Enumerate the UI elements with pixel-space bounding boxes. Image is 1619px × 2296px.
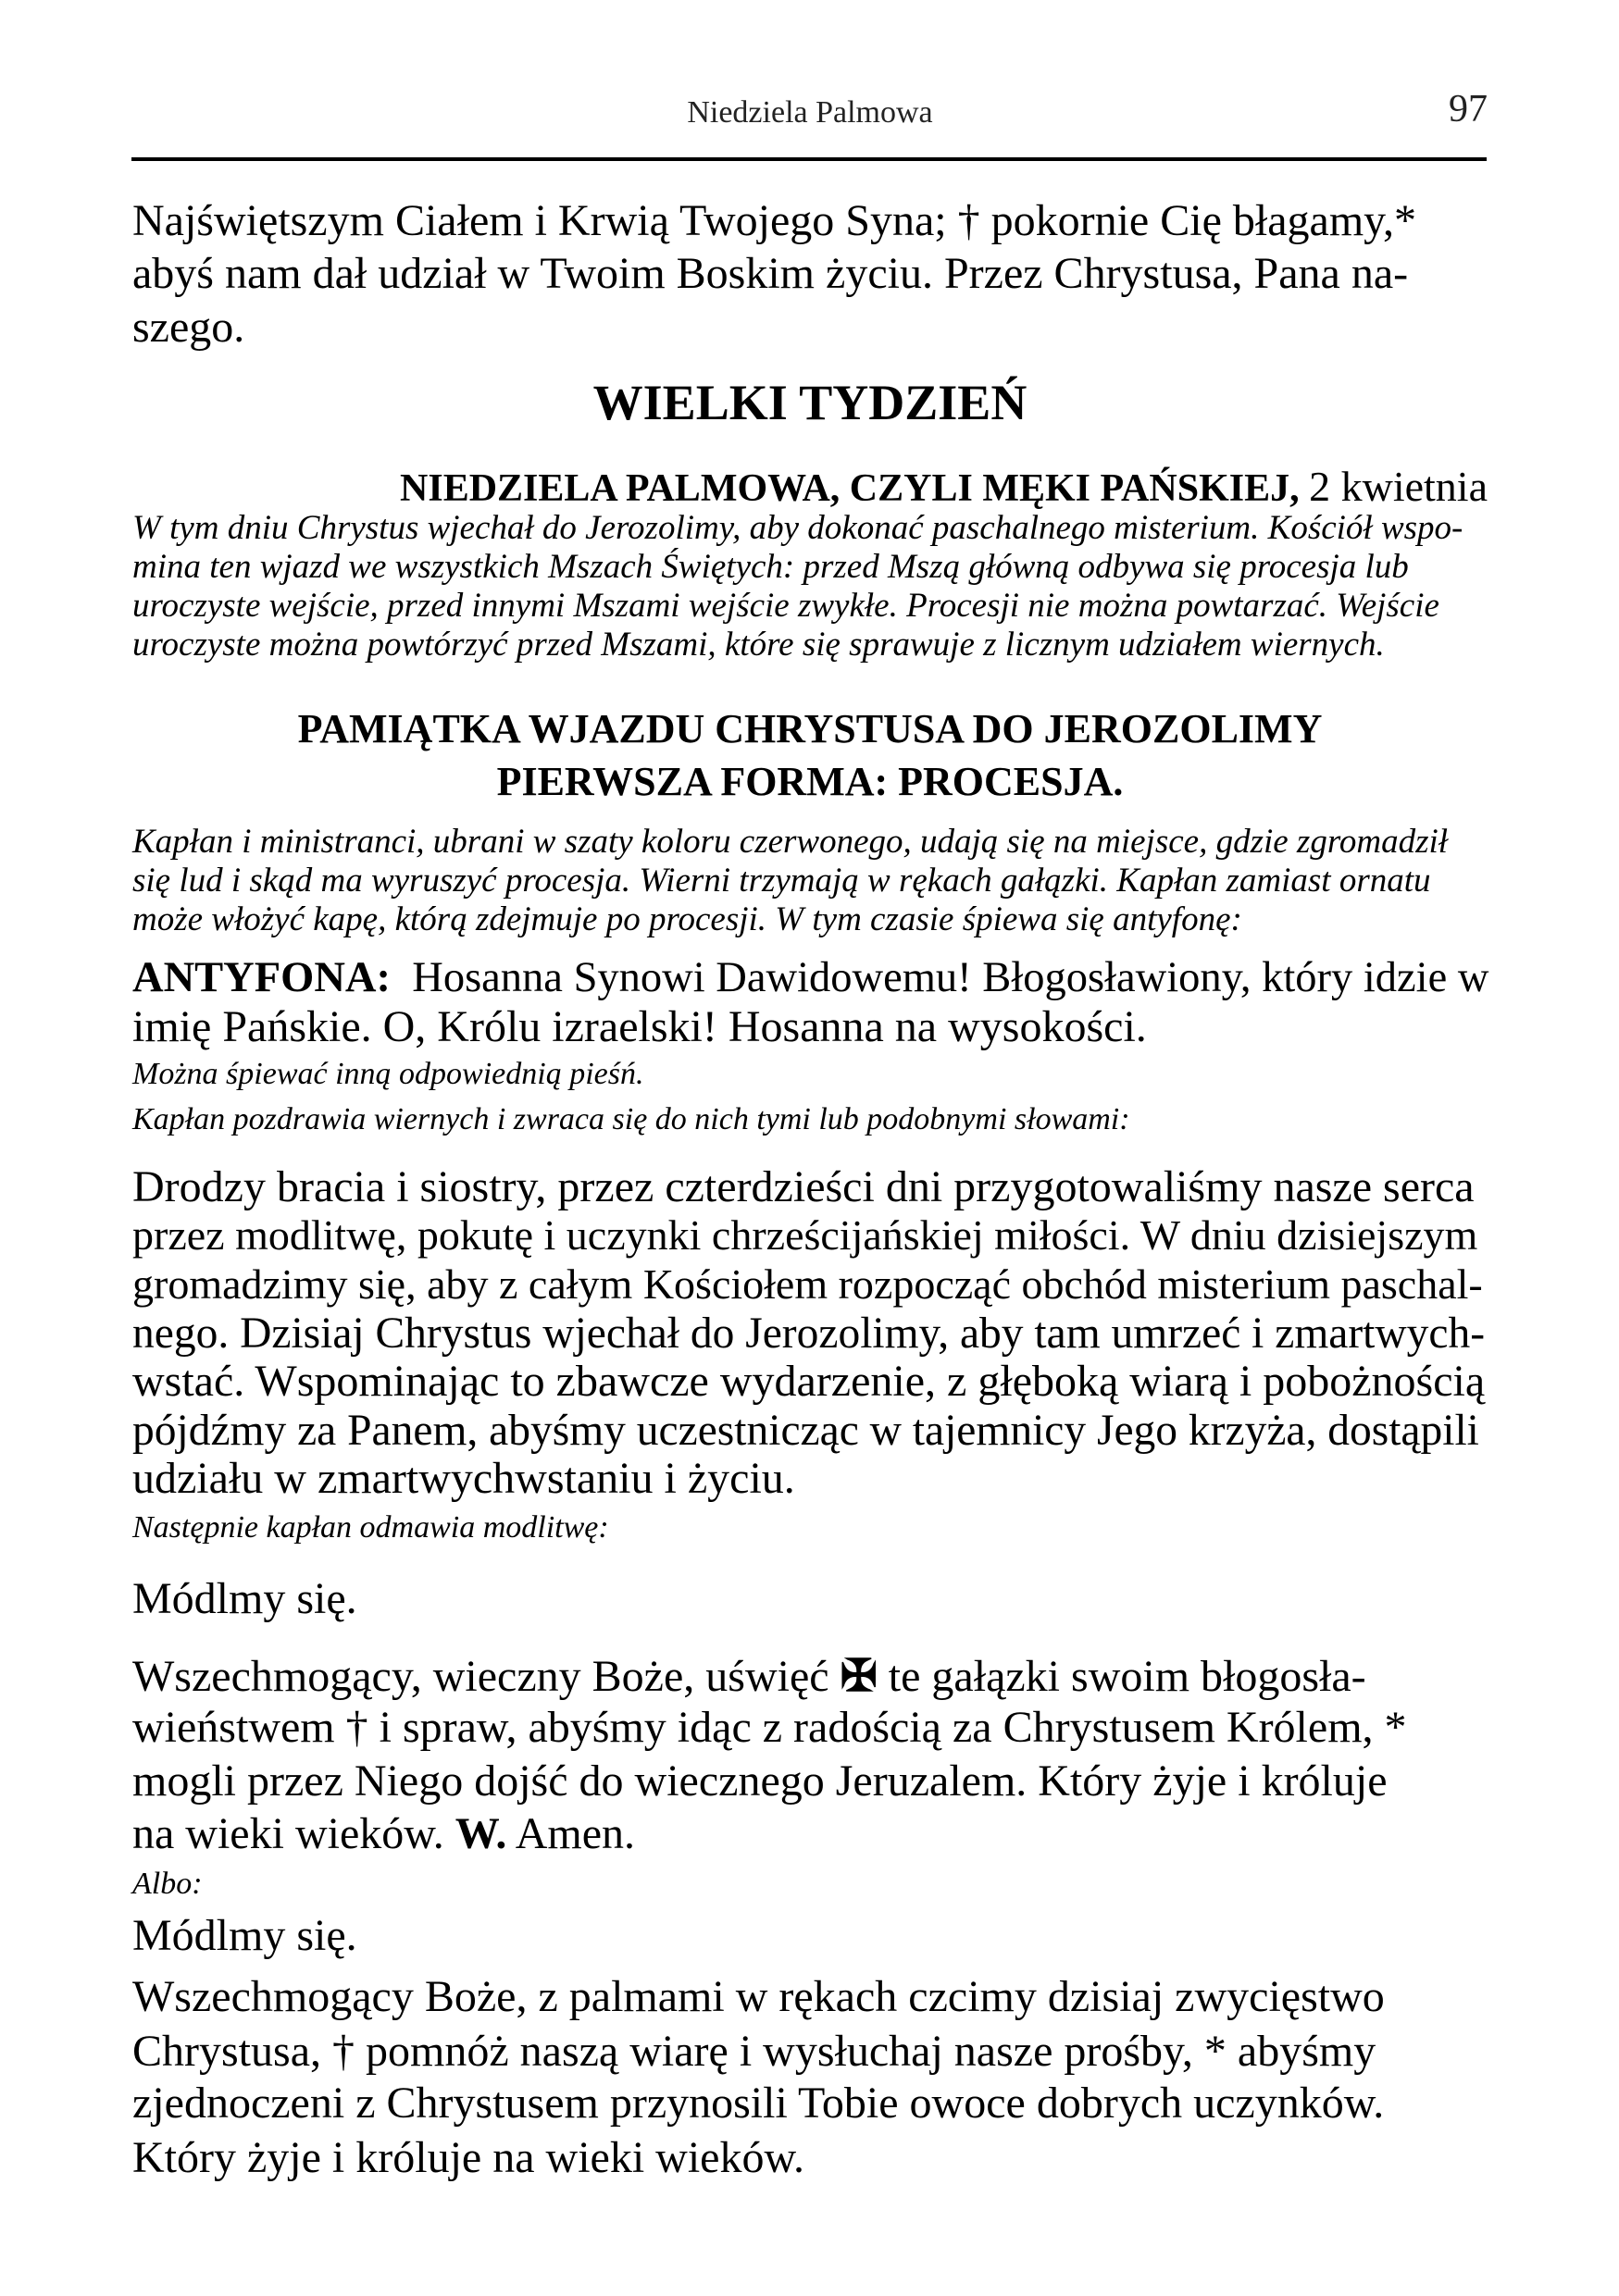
prayer-line	[132, 1651, 1488, 1703]
prayer-line	[132, 1808, 1488, 1860]
prayer-text: Wszechmogący, wieczny Boże, uświęć	[132, 1652, 829, 1701]
intro-line: Najświętszym Ciałem i Krwią Twojego Syna; † pokornie Cię błagamy,*	[132, 196, 1417, 245]
prayer-line: Chrystusa, † pomnóż naszą wiarę i wysłuchaj nasze prośby, * abyśmy	[132, 2027, 1376, 2076]
day-title	[132, 463, 1488, 513]
rubric-line: się lud i skąd ma wyruszyć procesja. Wierni trzymają w rękach gałązki. Kapłan zamiast ornatu	[132, 862, 1431, 900]
rubric-line: Można śpiewać inną odpowiednią pieśń.	[132, 1057, 644, 1091]
day-title-date: 2 kwietnia	[1309, 463, 1488, 510]
antiphon-line	[132, 952, 1488, 1004]
prayer-invitation: Módlmy się.	[132, 1574, 357, 1623]
address-line: nego. Dzisiaj Chrystus wjechał do Jerozolimy, aby tam umrzeć i zmartwych-	[132, 1309, 1486, 1358]
intro-line: szego.	[132, 303, 245, 352]
maltese-cross-icon: ✠	[840, 1652, 878, 1701]
prayer-invitation: Módlmy się.	[132, 1911, 357, 1960]
section-title: WIELKI TYDZIEŃ	[592, 375, 1027, 430]
rubric-line: Albo:	[132, 1867, 203, 1901]
address-line: przez modlitwę, pokutę i uczynki chrześcijańskiej miłości. W dniu dzisiejszym	[132, 1211, 1478, 1259]
rubric-line: Następnie kapłan odmawia modlitwę:	[132, 1510, 609, 1545]
prayer-line: Który żyje i króluje na wieki wieków.	[132, 2133, 805, 2182]
address-line: Drodzy bracia i siostry, przez czterdzieści dni przygotowaliśmy nasze serca	[132, 1162, 1475, 1211]
intro-line: abyś nam dał udział w Twoim Boskim życiu. Przez Chrystusa, Pana na-	[132, 249, 1409, 298]
response-label: W.	[455, 1809, 507, 1858]
prayer-text: na wieki wieków.	[132, 1809, 444, 1858]
address-line: gromadzimy się, aby z całym Kościołem rozpocząć obchód misterium paschal-	[132, 1260, 1483, 1308]
antiphon-label: ANTYFONA:	[132, 954, 391, 1001]
address-line: pójdźmy za Panem, abyśmy uczestnicząc w tajemnicy Jego krzyża, dostąpili	[132, 1407, 1479, 1455]
day-title-name: NIEDZIELA PALMOWA, CZYLI MĘKI PAŃSKIEJ,	[400, 467, 1300, 510]
subsection-title-line: PAMIĄTKA WJAZDU CHRYSTUSA DO JEROZOLIMY	[297, 706, 1323, 751]
antiphon-line: imię Pańskie. O, Królu izraelski! Hosanna na wysokości.	[132, 1002, 1147, 1051]
prayer-line: zjednoczeni z Chrystusem przynosili Tobie owoce dobrych uczynków.	[132, 2079, 1385, 2128]
subsection-title-line: PIERWSZA FORMA: PROCESJA.	[496, 759, 1124, 804]
rubric-line: uroczyste można powtórzyć przed Mszami, które się sprawuje z licznym udziałem wiernych.	[132, 626, 1385, 664]
response-text: Amen.	[515, 1809, 636, 1858]
prayer-line: mogli przez Niego dojść do wiecznego Jeruzalem. Który żyje i króluje	[132, 1756, 1388, 1806]
header-rule	[131, 157, 1487, 161]
prayer-line: wieństwem † i spraw, abyśmy idąc z radością za Chrystusem Królem, *	[132, 1703, 1407, 1752]
rubric-line: W tym dniu Chrystus wjechał do Jerozolimy, aby dokonać paschalnego misterium. Kościół wspo-	[132, 509, 1463, 547]
rubric-line: mina ten wjazd we wszystkich Mszach Świętych: przed Mszą główną odbywa się procesja lub	[132, 548, 1409, 586]
page-number: 97	[1449, 88, 1488, 130]
rubric-line: Kapłan pozdrawia wiernych i zwraca się do nich tymi lub podobnymi słowami:	[132, 1102, 1130, 1136]
rubric-line: Kapłan i ministranci, ubrani w szaty koloru czerwonego, udają się na miejsce, gdzie zgromadził	[132, 823, 1449, 861]
antiphon-text: Hosanna Synowi Dawidowemu! Błogosławiony, który idzie w	[412, 954, 1489, 1001]
rubric-line: uroczyste wejście, przed innymi Mszami wejście zwykłe. Procesji nie można powtarzać. Wejście	[132, 587, 1439, 625]
prayer-line: Wszechmogący Boże, z palmami w rękach czcimy dzisiaj zwycięstwo	[132, 1972, 1385, 2021]
prayer-text: te gałązki swoim błogosła-	[888, 1652, 1366, 1701]
rubric-line: może włożyć kapę, którą zdejmuje po procesji. W tym czasie śpiewa się antyfonę:	[132, 900, 1242, 938]
address-line: wstać. Wspominając to zbawcze wydarzenie, z głęboką wiarą i pobożnością	[132, 1357, 1486, 1406]
running-title: Niedziela Palmowa	[687, 95, 933, 130]
address-line: udziału w zmartwychwstaniu i życiu.	[132, 1454, 795, 1503]
